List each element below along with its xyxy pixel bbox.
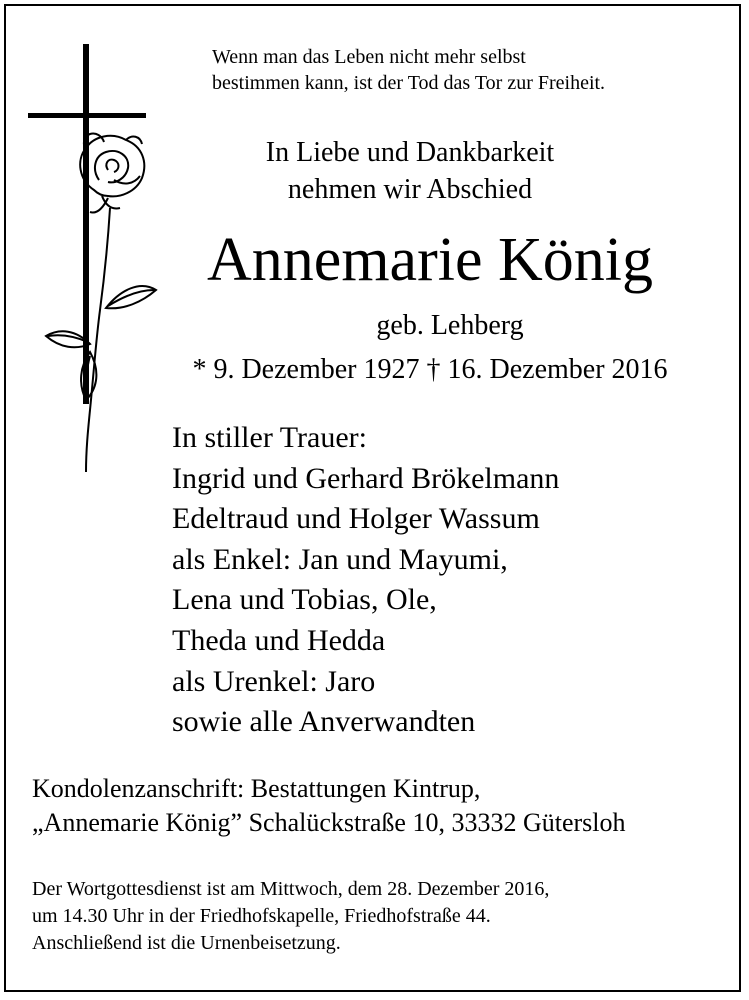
mourner-line: Lena und Tobias, Ole, — [172, 583, 437, 617]
service-info — [32, 876, 549, 957]
mourner-line: Theda und Hedda — [172, 623, 386, 657]
maiden-name: geb. Lehberg — [376, 310, 524, 341]
condolence-address — [32, 772, 626, 840]
mourner-line: als Urenkel: Jaro — [172, 664, 376, 698]
mourner-line: In stiller Trauer: — [172, 421, 367, 454]
condolence-line-1: Kondolenzanschrift: Bestattungen Kintrup, — [32, 774, 481, 803]
life-dates: * 9. Dezember 1927 † 16. Dezember 2016 — [192, 354, 668, 385]
mourner-line: Ingrid und Gerhard Brökelmann — [172, 461, 560, 495]
condolence-line-2: „Annemarie König” Schalückstraße 10, 33332 Gütersloh — [32, 808, 626, 837]
mourner-line: als Enkel: Jan und Mayumi, — [172, 542, 508, 576]
service-line-1: Der Wortgottesdienst ist am Mittwoch, dem 28. Dezember 2016, — [32, 878, 550, 900]
quote-block — [212, 44, 605, 96]
quote-line-1: Wenn man das Leben nicht mehr selbst — [212, 46, 526, 68]
service-line-2: um 14.30 Uhr in der Friedhofskapelle, Friedhofstraße 44. — [32, 905, 491, 927]
farewell-line-1: In Liebe und Dankbarkeit — [265, 137, 555, 168]
farewell-block — [160, 134, 660, 208]
mourners-list — [172, 418, 559, 743]
service-line-3: Anschließend ist die Urnenbeisetzung. — [32, 932, 341, 954]
deceased-name: Annemarie König — [207, 226, 653, 294]
mourner-line: Edeltraud und Holger Wassum — [172, 502, 540, 536]
quote-line-2: bestimmen kann, ist der Tod das Tor zur Freiheit. — [212, 72, 606, 94]
mourner-line: sowie alle Anverwandten — [172, 705, 476, 739]
farewell-line-2: nehmen wir Abschied — [287, 174, 533, 205]
